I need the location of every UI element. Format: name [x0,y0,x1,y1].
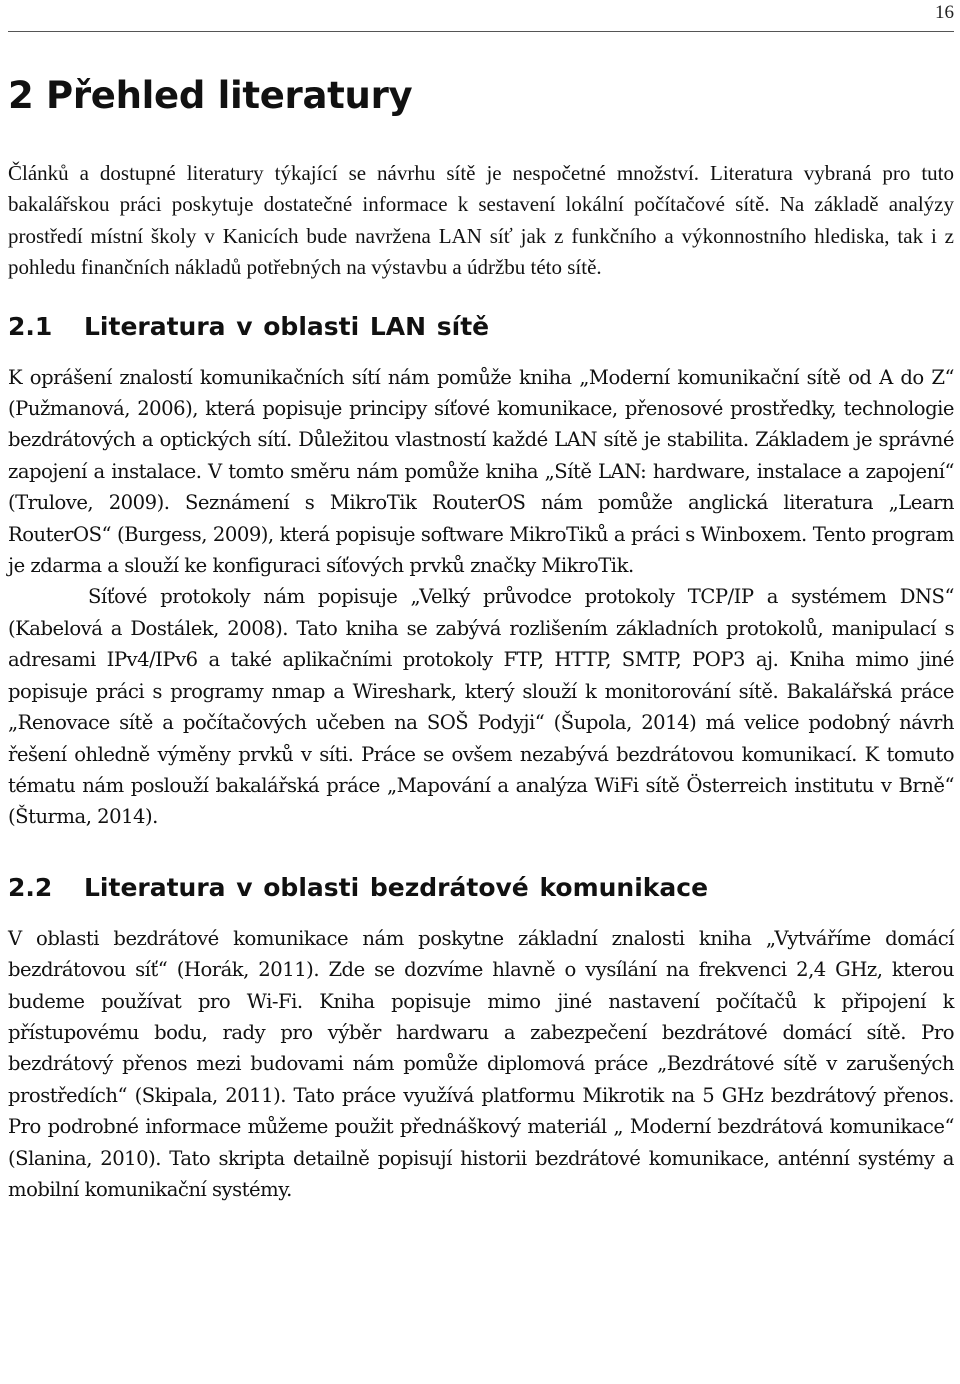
chapter-title: Přehled literatury [46,74,413,117]
header-rule [8,31,954,32]
section-2-2-paragraph-1: V oblasti bezdrátové komunikace nám poskytne základní znalosti kniha „Vytváříme domácí bezdrátovou síť“ (Horák, 2011). Zde se dozvíme hlavně o vysílání na frekvenci 2,4 GHz, kterou budeme používat pro Wi-Fi. Kniha popisuje mimo jiné nastavení počítačů k připojení k přístupovému bodu, rady pro výběr hardwaru a zabezpečení bezdrátové domácí sítě. Pro bezdrátový přenos mezi budovami nám pomůže diplomová práce „Bezdrátové sítě v zarušených prostředích“ (Skipala, 2011). Tato práce využívá platformu Mikrotik na 5 GHz bezdrátový přenos. Pro podrobné informace můžeme použit přednáškový materiál „ Moderní bezdrátová komunikace“ (Slanina, 2010). Tato skripta detailně popisují historii bezdrátové komunikace, anténní systémy a mobilní komunikační systémy. [8,926,954,1201]
section-title: Literatura v oblasti LAN sítě [84,311,490,341]
section-2-1-paragraph-2: Síťové protokoly nám popisuje „Velký průvodce protokoly TCP/IP a systémem DNS“ (Kabelová a Dostálek, 2008). Tato kniha se zabývá rozlišením základních protokolů, manipulací s adresami IPv4/IPv6 a také aplikačními protokoly FTP, HTTP, SMTP, POP3 aj. Kniha mimo jiné popisuje práci s programy nmap a Wireshark, který slouží k monitorování sítě. Bakalářská práce „Renovace sítě a počítačových učeben na SOŠ Podyji“ (Šupola, 2014) má velice podobný návrh řešení ohledně výměny prvků v síti. Práce se ovšem nezabývá bezdrátovou komunikací. K tomuto tématu nám poslouží bakalářská práce „Mapování a analýza WiFi sítě Österreich institutu v Brně“ (Šturma, 2014). [8,585,954,829]
section-number: 2.1 [8,311,53,341]
section-heading-2-1 [8,310,954,344]
section-number: 2.2 [8,872,53,902]
section-heading-2-2 [8,871,954,905]
section-2-1-paragraph-1: K oprášení znalostí komunikačních sítí nám pomůže kniha „Moderní komunikační sítě od A do Z“ (Pužmanová, 2006), která popisuje principy síťové komunikace, přenosové prostředky, technologie bezdrátových a optických sítí. Důležitou vlastností každé LAN sítě je stabilita. Základem je správné zapojení a instalace. V tomto směru nám pomůže kniha „Sítě LAN: hardware, instalace a zapojení“ (Trulove, 2009). Seznámení s MikroTik RouterOS nám pomůže anglická literatura „Learn RouterOS“ (Burgess, 2009), která popisuje software MikroTiků a práci s Winboxem. Tento program je zdarma a slouží ke konfiguraci síťových prvků značky MikroTik. [8,365,954,578]
page-number: 16 [935,2,954,23]
page-content [8,72,954,1205]
document-page [8,0,954,1384]
section-title: Literatura v oblasti bezdrátové komunikace [84,872,709,902]
chapter-heading [8,72,954,120]
chapter-intro-paragraph: Článků a dostupné literatury týkající se návrhu sítě je nespočetné množství. Literatura vybraná pro tuto bakalářskou práci poskytuje dostatečné informace k sestavení lokální počítačové sítě. Na základě analýzy prostředí místní školy v Kanicích bude navržena LAN síť jak z funkčního a výkonnostního hlediska, tak i z pohledu finančních nákladů potřebných na výstavbu a údržbu této sítě. [8,161,954,280]
section-spacer [8,833,954,845]
chapter-number: 2 [8,74,34,117]
